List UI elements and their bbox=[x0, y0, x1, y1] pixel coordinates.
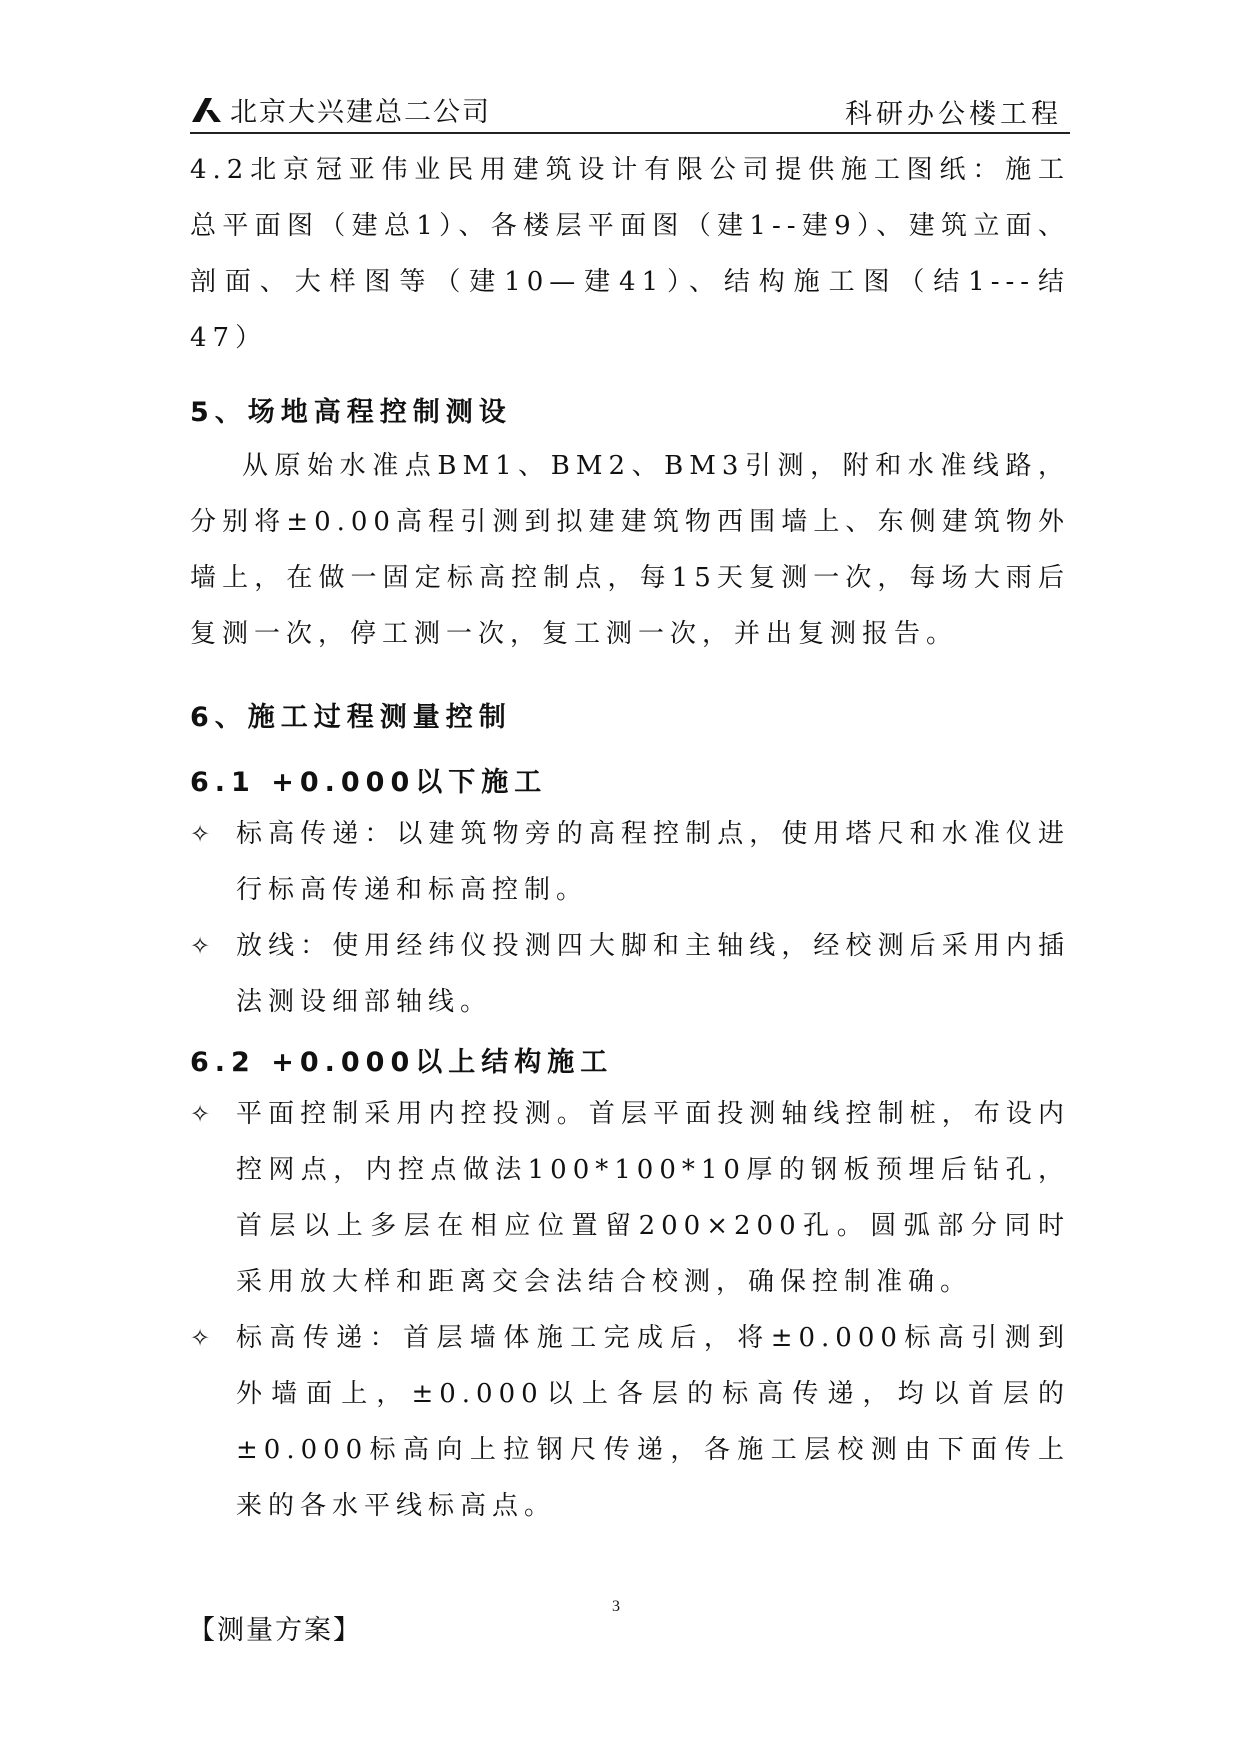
bullet-item bbox=[190, 806, 1070, 918]
page-header bbox=[190, 80, 1070, 134]
bullet-icon: ✧ bbox=[190, 1100, 217, 1128]
footer-label: 【测量方案】 bbox=[188, 1615, 362, 1646]
bullet-text: 标高传递：以建筑物旁的高程控制点，使用塔尺和水准仪进行标高传递和标高控制。 bbox=[236, 819, 1070, 905]
bullet-item bbox=[190, 1086, 1070, 1310]
bullet-text: 平面控制采用内控投测。首层平面投测轴线控制桩，布设内控网点，内控点做法100*100*10厚的钢板预埋后钻孔，首层以上多层在相应位置留200×200孔。圆弧部分同时采用放大样和距离交会法结合校测，确保控制准确。 bbox=[236, 1099, 1070, 1297]
section-4-2-text: 4.2北京冠亚伟业民用建筑设计有限公司提供施工图纸：施工总平面图（建总1）、各楼层平面图（建1--建9）、建筑立面、剖面、大样图等（建10—建41）、结构施工图（结1---结47） bbox=[190, 155, 1070, 353]
bullet-item bbox=[190, 1310, 1070, 1534]
section-6-heading: 6、施工过程测量控制 bbox=[190, 702, 512, 733]
document-body bbox=[190, 142, 1070, 1534]
company-name: 北京大兴建总二公司 bbox=[230, 97, 491, 128]
bullet-item bbox=[190, 918, 1070, 1030]
page-number: 3 bbox=[612, 1598, 620, 1615]
bullet-icon: ✧ bbox=[190, 1324, 217, 1352]
section-5-text: 从原始水准点BM1、BM2、BM3引测，附和水准线路，分别将±0.00高程引测到拟建建筑物西围墙上、东侧建筑物外墙上，在做一固定标高控制点，每15天复测一次，每场大雨后复测一次，停工测一次，复工测一次，并出复测报告。 bbox=[190, 451, 1070, 649]
project-name: 科研办公楼工程 bbox=[845, 99, 1062, 130]
section-6-1-heading: 6.1 +0.000以下施工 bbox=[190, 767, 548, 798]
bullet-icon: ✧ bbox=[190, 932, 217, 960]
bullet-text: 放线：使用经纬仪投测四大脚和主轴线，经校测后采用内插法测设细部轴线。 bbox=[236, 931, 1070, 1017]
section-6-2-heading: 6.2 +0.000以上结构施工 bbox=[190, 1047, 614, 1078]
section-5-heading: 5、场地高程控制测设 bbox=[190, 397, 512, 428]
bullet-text: 标高传递：首层墙体施工完成后，将±0.000标高引测到外墙面上，±0.000以上各层的标高传递，均以首层的±0.000标高向上拉钢尺传递，各施工层校测由下面传上来的各水平线标高点。 bbox=[236, 1323, 1070, 1521]
bullet-icon: ✧ bbox=[190, 820, 217, 848]
header-left bbox=[190, 90, 491, 129]
company-logo-icon bbox=[190, 96, 224, 124]
